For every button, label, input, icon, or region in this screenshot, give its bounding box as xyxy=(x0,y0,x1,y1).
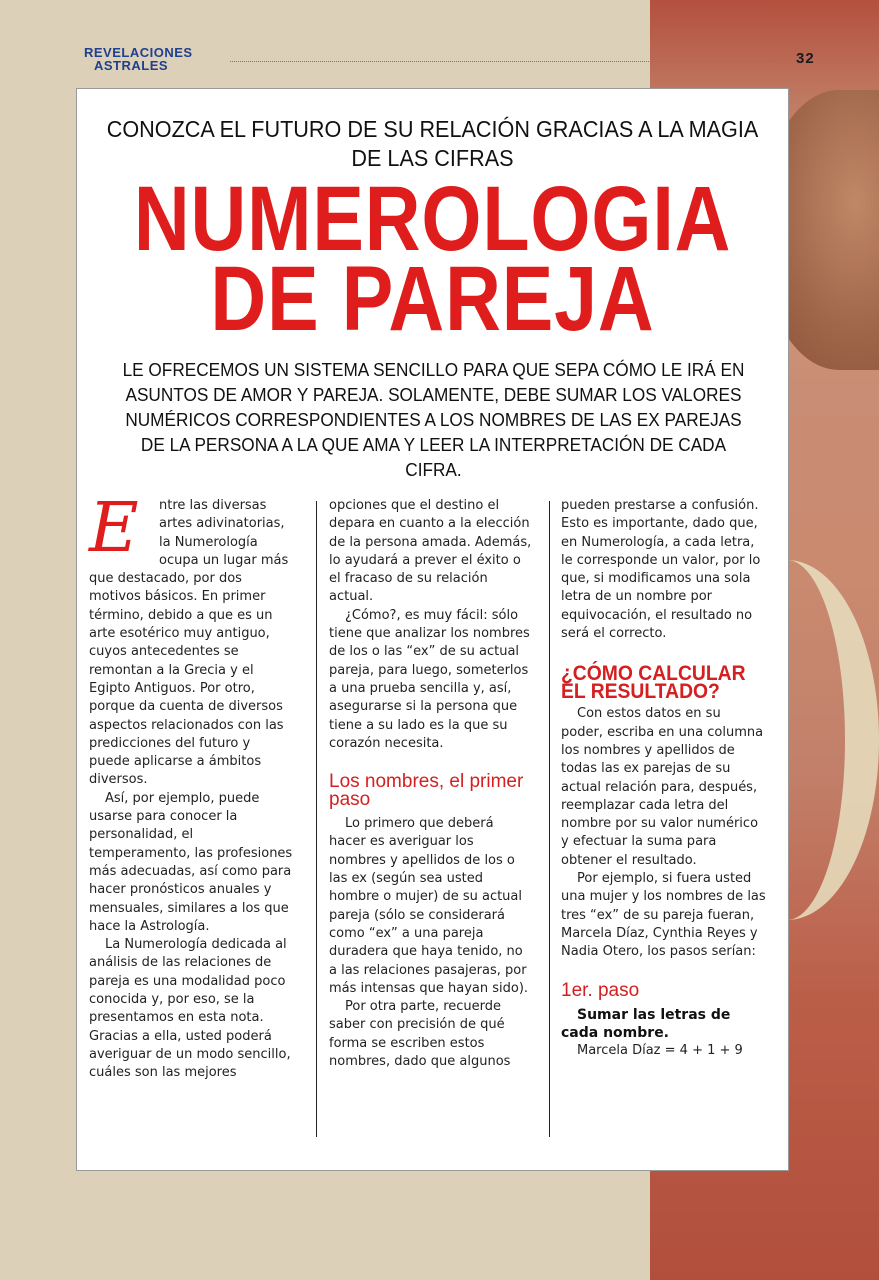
paragraph: opciones que el destino el depara en cuanto a la elección de la persona amada. Además, lo ayudará a prever el éxito o el fracaso de su relación actual. xyxy=(329,498,532,605)
headline-line-1: NUMEROLOGIA xyxy=(133,168,732,270)
column-divider xyxy=(316,501,317,1137)
magazine-logo xyxy=(84,46,193,72)
paragraph: ¿Cómo?, es muy fácil: sólo tiene que analizar los nombres de los o las “ex” de su actual pareja, para luego, someterlos a una prueba sencilla y, así, asegurarse si la persona que tiene a su lado es la que su corazón necesita. xyxy=(329,607,530,751)
step-title: 1er. paso xyxy=(561,979,640,1001)
logo-line-1: REVELACIONES xyxy=(84,45,193,60)
step-example: Marcela Díaz = 4 + 1 + 9 xyxy=(577,1043,743,1059)
page-number: 32 xyxy=(796,50,815,67)
paragraph: La Numerología dedicada al análisis de las relaciones de pareja es una modalidad poco conocida y, por eso, se la presentamos en esta nota. Gracias a ella, usted poderá averiguar de un modo sencillo, cuáles son las mejores xyxy=(89,937,291,1081)
logo-line-2: ASTRALES xyxy=(94,58,169,73)
paragraph: E ntre las diversas artes adivinatorias, la Numerología ocupa un lugar más que destacado, por dos motivos básicos. En primer término, debido a que es un arte esotérico muy antiguo, cuyos antecedentes se remontan a la Grecia y el Egipto Antiguos. Por otro, porque da cuenta de diversos aspectos relacionados con las predicciones del futuro y puede aplicarse a ámbitos diversos. xyxy=(89,489,289,788)
paragraph: Con estos datos en su poder, escriba en una columna los nombres y apellidos de todas las ex parejas de su actual relación para, después, reemplazar cada letra del nombre por su valor numérico y efectuar la suma para obtener el resultado. xyxy=(561,706,764,868)
section-subhead: ¿CÓMO CALCULAR EL RESULTADO? xyxy=(561,662,746,704)
column-3 xyxy=(561,497,766,1060)
step-instruction: Sumar las letras de cada nombre. xyxy=(561,1006,731,1041)
headline-line-2: DE PAREJA xyxy=(210,248,655,350)
article-lede: LE OFRECEMOS UN SISTEMA SENCILLO PARA QUE SEPA CÓMO LE IRÁ EN ASUNTOS DE AMOR Y PAREJA. SOLAMENTE, DEBE SUMAR LOS VALORES NUMÉRICOS CORRESPONDIENTES A LOS NOMBRES DE LAS EX PAREJAS DE LA PERSONA A LA QUE AMA Y LEER LA INTERPRETACIÓN DE CADA CIFRA. xyxy=(122,359,745,480)
article-panel xyxy=(76,88,789,1171)
section-subhead: Los nombres, el primer paso xyxy=(329,771,524,811)
header-dotted-rule xyxy=(230,61,775,62)
paragraph: Por ejemplo, si fuera usted una mujer y los nombres de las tres “ex” de su pareja fueran, Marcela Díaz, Cynthia Reyes y Nadia Otero, los pasos serían: xyxy=(561,871,766,960)
drop-cap: E xyxy=(89,489,139,568)
column-2 xyxy=(329,497,534,1071)
paragraph: pueden prestarse a confusión. Esto es importante, dado que, en Numerología, a cada letra, le corresponde un valor, por lo que, si modificamos una sola letra de un nombre por equivocación, el resultado no será el correcto. xyxy=(561,498,761,642)
paragraph: Así, por ejemplo, puede usarse para conocer la personalidad, el temperamento, las profesiones más adecuadas, así como para hacer pronósticos anuales y mensuales, similares a los que hace la Astrología. xyxy=(89,790,293,934)
column-divider xyxy=(549,501,550,1137)
article-kicker: CONOZCA EL FUTURO DE SU RELACIÓN GRACIAS A LA MAGIA DE LAS CIFRAS xyxy=(106,116,759,171)
paragraph: Lo primero que deberá hacer es averiguar los nombres y apellidos de los o las ex (según sea usted hombre o mujer) de su actual pareja (sólo se considerará como “ex” a una pareja duradera que haya tenido, no a las relaciones pasajeras, por más intensas que hayan sido). xyxy=(329,816,529,996)
paragraph: Por otra parte, recuerde saber con precisión de qué forma se escriben estos nombres, dado que algunos xyxy=(329,999,511,1070)
article-headline xyxy=(133,168,732,350)
column-1 xyxy=(89,489,294,1083)
